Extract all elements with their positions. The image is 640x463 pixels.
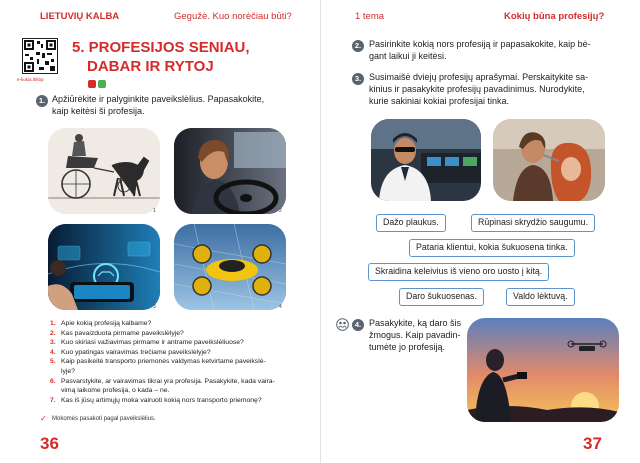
pilot-icon [371,119,481,201]
question-text: Kas pavaizduota pirmame paveikslėlyje? [61,329,184,337]
task3-line3: kurie sakiniai kokiai profesijai tinka. [369,96,510,106]
task3-line2: kinius ir pasakykite profesijų pavadinimus. Nurodykite, [369,84,585,94]
photo-pilot [371,119,481,201]
task3-number: 3. [352,73,364,85]
photo-number-3: 3 [153,304,156,310]
task2-text [369,38,591,62]
question-text: Kuo skiriasi važiavimas pirmame ir antrame paveikslėliuose? [61,339,244,347]
task4-text [369,317,461,353]
task2-number: 2. [352,40,364,52]
phrase-rupinasi-skrydzio-saugumu[interactable]: Rūpinasi skrydžio saugumu. [471,214,595,232]
photo-drone-operator [467,318,619,422]
question-item [50,367,308,377]
task2-line1: Pasirinkite kokią nors profesiją ir papasakokite, kaip bė- [369,39,591,49]
phrase-valdo-lektuva[interactable]: Valdo lėktuvą. [506,288,575,306]
page-number-right: 37 [583,434,602,453]
photo-hairdresser [493,119,605,201]
task2-line2: gant laikui ji keitėsi. [369,51,447,61]
question-text: Kuo ypatingas vairavimas trečiame paveikslėlyje? [61,348,211,356]
phrase-daro-sukuosenas[interactable]: Daro šukuosenas. [399,288,484,306]
hairdresser-icon [493,119,605,201]
phrase-skraidina-keleivius[interactable]: Skraidina keleivius iš vieno oro uosto į kitą. [368,263,549,281]
question-text: Pasvarstykite, ar vairavimas tikrai yra profesija. Pasakykite, kada vaira- [61,377,275,385]
autonomous-car-icon [48,224,160,310]
learning-hint: Mokomės pasakoti pagal paveikslėlius. [52,416,156,422]
green-level-marker [98,80,106,88]
question-number: 7. [50,396,56,404]
lesson-title-line1: 5. PROFESIJOS SENIAU, [72,39,250,56]
photo-number-4: 4 [279,304,282,310]
question-item [50,329,308,339]
question-number: 3. [50,339,56,347]
task1-line2: kaip keitėsi ši profesija. [52,106,145,116]
page-number-left: 36 [40,434,59,453]
flying-car-icon [174,224,286,310]
right-page [320,0,640,463]
task4-line3: tumėte jo profesiją. [369,342,446,352]
woman-driving-icon [174,128,286,214]
task1-line1: Apžiūrėkite ir palyginkite paveikslėlius. Papasakokite, [52,94,265,104]
photo-woman-driving [174,128,286,214]
photo-flying-car [174,224,286,310]
question-number: 1. [50,320,56,327]
phrase-dazo-plaukus[interactable]: Dažo plaukus. [376,214,446,232]
question-item [50,396,308,406]
photo-number-1: 1 [153,208,156,214]
phrase-pataria-klientui[interactable]: Pataria klientui, kokia šukuosena tinka. [409,239,575,257]
photo-number-2: 2 [279,208,282,214]
checkmark-icon: ✓ [40,414,47,423]
horse-carriage-icon [48,128,160,214]
question-item [50,338,308,348]
question-text: vimą laikome profesija, o kada – ne. [61,387,170,395]
task3-text [369,71,588,107]
subject-header: LIETUVIŲ KALBA [40,11,120,22]
question-number: 4. [50,348,56,356]
photo-autonomous-car [48,224,160,310]
task3-line1: Susimaišė dviejų profesijų aprašymai. Perskaitykite sa- [369,72,589,82]
red-level-marker [88,80,96,88]
question-item [50,386,308,396]
question-number: 5. [50,358,56,366]
pair-work-icon [336,318,349,331]
task4-line1: Pasakykite, ką daro šis [369,318,462,328]
question-text: Kas iš jūsų artimųjų moka vairuoti kokią nors transporto priemonę? [61,396,262,404]
lesson-title [72,38,250,76]
question-item [50,357,308,367]
qr-code-icon[interactable] [22,38,58,74]
question-text: lyje? [61,367,75,375]
question-item [50,319,308,329]
question-text: Kaip pasikeitė transporto priemonės valdymas ketvirtame paveikslė- [61,358,266,366]
photo-horse-carriage [48,128,160,214]
topic-title-header: Kokių būna profesijų? [504,11,605,22]
task1-number: 1. [36,95,48,107]
question-text: Apie kokią profesiją kalbame? [61,320,152,327]
question-number: 6. [50,377,56,385]
topic-header: 1 tema [355,11,385,22]
qr-caption: e-kokia.lt/kbp [17,77,44,82]
question-number [50,386,61,396]
question-number: 2. [50,329,56,337]
drone-operator-icon [467,318,619,422]
task4-number: 4. [352,319,364,331]
lesson-title-line2: DABAR IR RYTOJ [87,58,214,75]
chapter-header: Gegužė. Kuo norėčiau būti? [174,11,292,22]
question-item [50,348,308,358]
task4-line2: žmogus. Kaip pavadin- [369,330,461,340]
question-list [50,319,308,405]
question-number [50,367,61,377]
question-item [50,377,308,387]
task1-text [52,93,264,117]
